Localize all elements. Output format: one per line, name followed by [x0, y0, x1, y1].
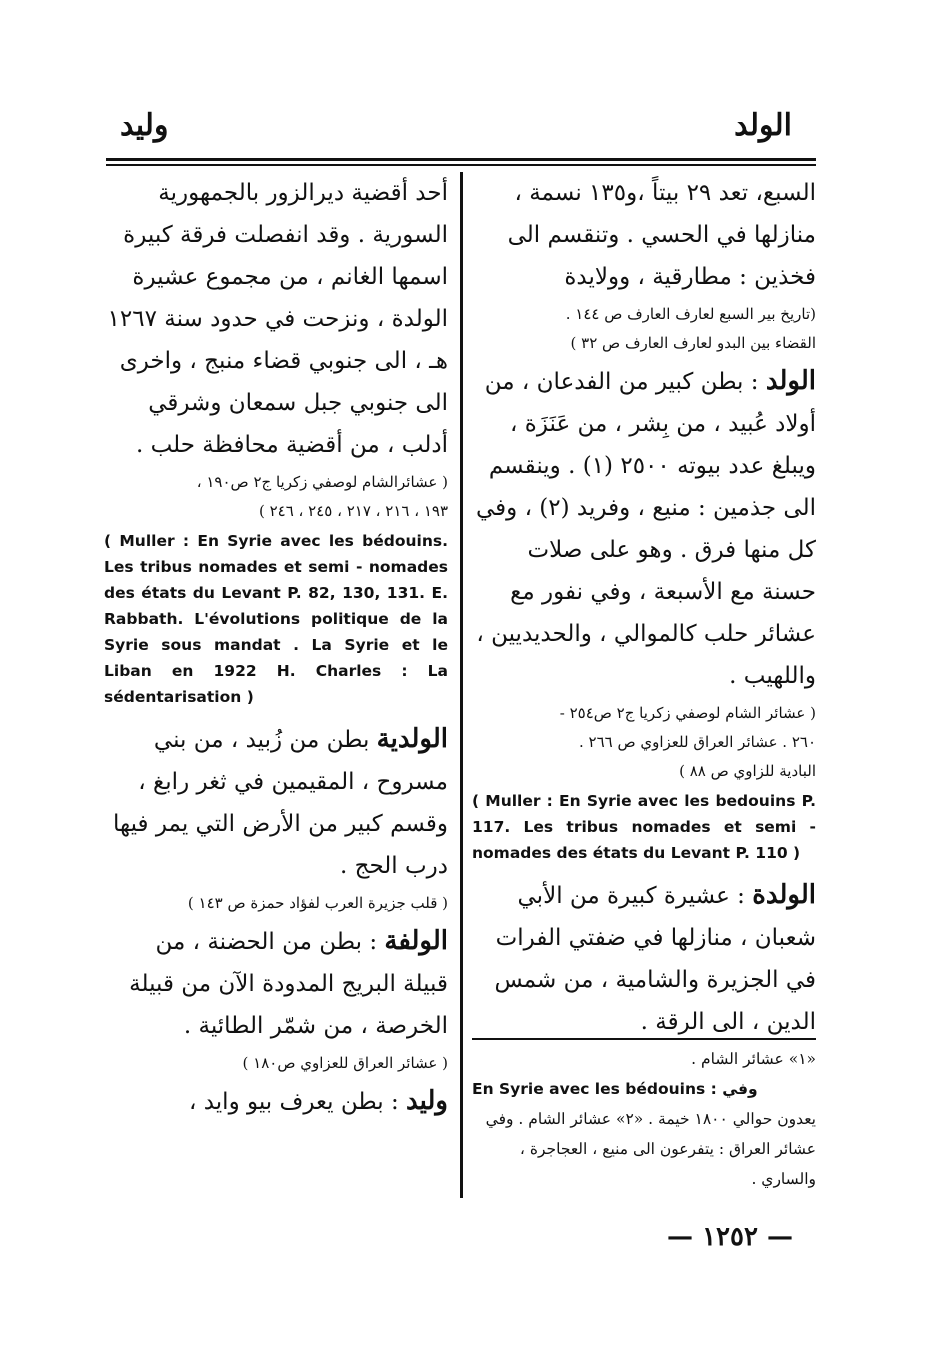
reference-line: ٢٦٠ . عشائر العراق للعزاوي ص ٢٦٦ .: [578, 733, 816, 751]
footnote-rule: [472, 1038, 816, 1040]
running-head-left: وليد: [120, 108, 169, 143]
reference-line: ( عشائر الشام لوصفي زكريا ج٢ ص٢٥٤ -: [559, 704, 816, 722]
reference-line: ( عشائرالشام لوصفي زكريا ج٢ ص١٩٠ ،: [196, 473, 448, 491]
footnote: «١» عشائر الشام .: [691, 1050, 816, 1068]
left-column: [104, 172, 448, 1203]
page-number: — ١٢٥٢ —: [667, 1222, 793, 1252]
running-head-right: الولد: [734, 108, 792, 143]
footnotes: [472, 1044, 816, 1194]
footnote-french: En Syrie avec les bédouins : وفي: [472, 1080, 758, 1098]
entry-text: : بطن يعرف بيو وايد ،: [188, 1089, 399, 1115]
entry-walid: [104, 1080, 448, 1123]
entry-headword: وليد: [406, 1086, 448, 1116]
french-reference: ( Muller : En Syrie avec les bedouins P. 117. Les tribus nomades et semi - nomades des états du Levant P. 110 ): [472, 792, 816, 862]
footnote: يعدون حوالي ١٨٠٠ خيمة . «٢» عشائر الشام . وفي عشائر العراق : يتفرعون الى منيع ، العجاجرة ، والساري .: [485, 1110, 816, 1188]
header-rule-thick: [106, 158, 816, 161]
reference-line: القضاء بين البدو لعارف العارف ص ٣٢ ): [570, 334, 816, 352]
french-reference: ( Muller : En Syrie avec les bédouins. Les tribus nomades et semi - nomades des états du Levant P. 82, 130, 131. E. Rabbath. L'évolutions politique de la Syrie sous mandat . La Syrie et le Liban en 1922 H. Charles : La sédentarisation ): [104, 532, 448, 706]
entry-al-waladiyya: [104, 718, 448, 887]
entry-continuation: السبع، تعد ٢٩ بيتاً ،و١٣٥ نسمة ، منازلها في الحسي . وتنقسم الى فخذين : مطارقية ، وولايدة: [507, 180, 816, 290]
entry-headword: الولد: [765, 366, 816, 396]
entry-text: : بطن من الحضنة ، من قبيلة البريج المدودة الآن من قبيلة الخرصة ، من شمّر الطائية .: [129, 929, 448, 1039]
reference-line: ١٩٣ ، ٢١٦ ، ٢١٧ ، ٢٤٥ ، ٢٤٦ ): [258, 502, 448, 520]
reference-line: ( قلب جزيرة العرب لفؤاد حمزة ص ١٤٣ ): [187, 894, 448, 912]
entry-text: بطن من زُبيد ، من بني مسروح ، المقيمين في ثغر رابغ ، وقسم كبير من الأرض التي يمر فيها درب الحج .: [112, 727, 448, 879]
entry-al-walda: [472, 874, 816, 1043]
entry-text: : عشيرة كبيرة من الأبي شعبان ، منازلها في ضفتي الفرات في الجزيرة والشامية ، من شمس الدين ، الى الرقة .: [494, 883, 816, 1035]
reference-line: ( عشائر العراق للعزاوي ص١٨٠ ): [242, 1054, 448, 1072]
column-divider: [460, 172, 463, 1198]
entry-headword: الولدة: [752, 880, 816, 910]
entry-continuation: أحد أقضية ديرالزور بالجمهورية السورية . وقد انفصلت فرقة كبيرة اسمها الغانم ، من مجموع عشيرة الولدة ، ونزحت في حدود سنة ١٢٦٧ هـ ، الى جنوبي قضاء منبج ، واخرى الى جنوبي جبل سمعان وشرقي أدلب ، من أقضية محافظة حلب .: [107, 180, 448, 458]
header-rule-thin: [106, 164, 816, 166]
entry-text: : بطن كبير من الفدعان ، من أولاد عُبيد ، من بِشر ، من عَنَزَة ، ويبلغ عدد بيوته ٢٥٠٠ (١) . وينقسم الى جذمين : منيع ، وفريد (٢) ، وفي كل منها فرق . وهو على صلات حسنة مع الأسبعة ، وفي نفور مع عشائر حلب كالموالي ، والحديديين ، واللهيب .: [475, 369, 816, 689]
reference-line: البادية للزاوي ص ٨٨ ): [679, 762, 816, 780]
entry-al-walfa: [104, 920, 448, 1047]
entry-headword: الولفة: [384, 926, 448, 956]
entry-headword: الولدية: [376, 724, 448, 754]
entry-al-walad: [472, 360, 816, 697]
reference-line: (تاريخ بير السبع لعارف العارف ص ١٤٤ .: [565, 305, 816, 323]
